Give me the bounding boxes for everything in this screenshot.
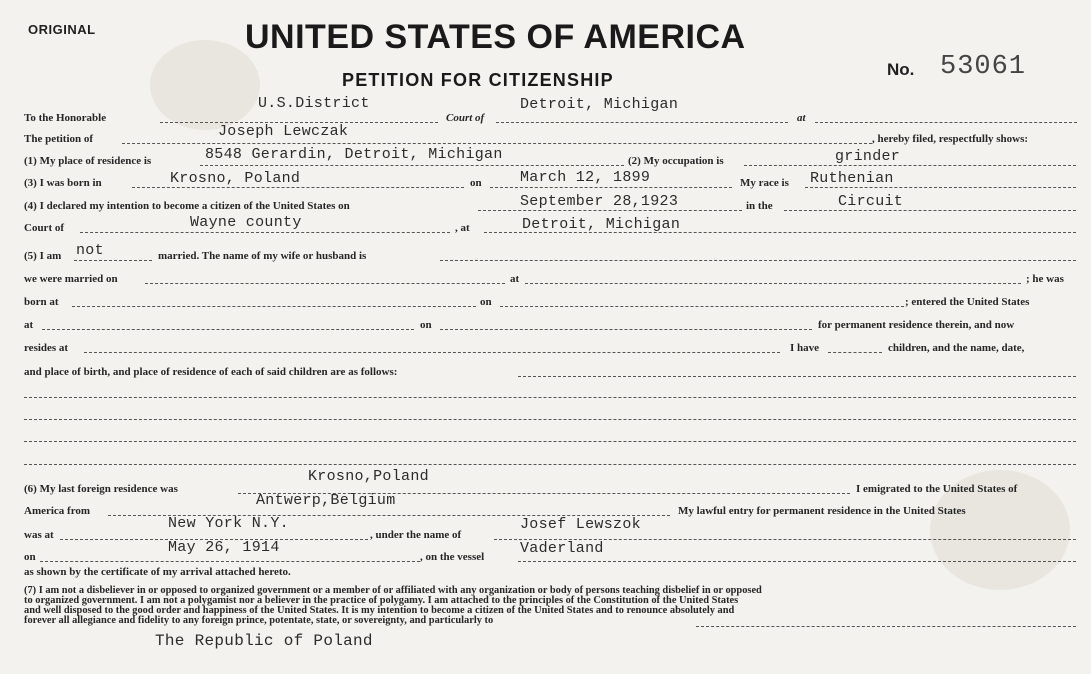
label-at-3: at [510,273,520,285]
blank-line [122,143,872,144]
label-on-vessel: , on the vessel [420,551,485,563]
label-court-of-2: Court of [24,222,65,234]
blank-line [805,187,1076,188]
field-court: U.S.District [258,95,370,112]
blank-line [440,329,812,330]
blank-line [24,397,1076,398]
field-declaration-court: Circuit [838,193,904,210]
blank-line [80,232,450,233]
field-allegiance-to: The Republic of Poland [155,632,373,650]
field-marital-status: not [76,242,104,259]
label-married: married. The name of my wife or husband is [158,250,367,262]
label-lawful-entry: My lawful entry for permanent residence in the United States [678,505,966,517]
label-resides-at: resides at [24,342,69,354]
field-declaration-date: September 28,1923 [520,193,679,210]
petition-number-label: No. [887,60,915,79]
field-last-foreign-residence: Krosno,Poland [308,468,429,485]
blank-line [518,561,1076,562]
blank-line [74,260,152,261]
blank-line [500,306,904,307]
label-permanent: for permanent residence therein, and now [818,319,1015,331]
blank-line [784,210,1076,211]
label-born-at: born at [24,296,59,308]
label-in-the: in the [746,200,773,212]
blank-line [828,352,882,353]
paragraph-7-line-3: and well disposed to the good order and happiness of the United States. It is my intention to become a citizen of the United States and to renounce absolutely and [24,605,735,616]
field-entry-port: New York N.Y. [168,515,289,532]
paragraph-7-line-2: to organized government. I am not a polygamist nor a believer in the practice of polygamy. I am attached to the principles of the Constitution of the United States [24,595,739,606]
label-children-place: and place of birth, and place of residence of each of said children are as follows: [24,366,398,378]
field-court-location: Detroit, Michigan [520,96,679,113]
field-occupation: grinder [835,148,901,165]
paragraph-7-line-1: (7) I am not a disbeliever in or opposed to organized government or a member of or affiliated with any organization or body of persons teaching disbelief in or opposed [24,585,762,596]
blank-line [132,187,464,188]
field-entry-name: Josef Lewszok [520,516,641,533]
blank-line [744,165,1076,166]
blank-line [478,210,742,211]
label-certificate: as shown by the certificate of my arrival attached hereto. [24,566,291,578]
label-at-2: , at [455,222,470,234]
original-label: ORIGINAL [28,22,96,37]
blank-line [525,283,1021,284]
field-birthplace: Krosno, Poland [170,170,301,187]
label-declared: (4) I declared my intention to become a citizen of the United States on [24,200,350,212]
blank-line [42,329,414,330]
label-children: children, and the name, date, [888,342,1025,354]
label-emigrated: I emigrated to the United States of [856,483,1018,495]
blank-line [518,376,1076,377]
label-petition-of: The petition of [24,133,94,145]
field-birth-date: March 12, 1899 [520,169,651,186]
blank-line [24,464,1076,465]
blank-line [496,122,788,123]
document-subtitle: PETITION FOR CITIZENSHIP [342,70,614,90]
paragraph-7-line-4: forever all allegiance and fidelity to any foreign prince, potentate, state, or sovereignty, and particularly to [24,615,494,626]
label-to-honorable: To the Honorable [24,112,107,124]
blank-line [200,165,624,166]
label-last-foreign: (6) My last foreign residence was [24,483,178,495]
document-title: UNITED STATES OF AMERICA [245,18,746,56]
field-declaration-county: Wayne county [190,214,302,231]
blank-line [40,561,420,562]
label-i-am: (5) I am [24,250,62,262]
blank-line [24,441,1076,442]
label-america-from: America from [24,505,91,517]
label-at: at [797,112,806,124]
blank-line [84,352,780,353]
blank-line [440,260,1076,261]
field-race: Ruthenian [810,170,894,187]
blank-line [815,122,1077,123]
blank-line [145,283,505,284]
petition-number: 53061 [940,52,1027,82]
label-on-3: on [420,319,432,331]
label-court-of: Court of [446,112,485,124]
blank-line [24,419,1076,420]
field-vessel: Vaderland [520,540,604,557]
field-entry-date: May 26, 1914 [168,539,280,556]
label-at-4: at [24,319,34,331]
label-on-2: on [480,296,492,308]
label-born-in: (3) I was born in [24,177,102,189]
label-race: My race is [740,177,789,189]
label-residence: (1) My place of residence is [24,155,152,167]
label-on: on [470,177,482,189]
label-entered: ; entered the United States [905,296,1030,308]
paper-stain [150,40,260,130]
label-under-name: , under the name of [370,529,462,541]
label-occupation: (2) My occupation is [628,155,724,167]
field-declaration-location: Detroit, Michigan [522,216,681,233]
field-residence: 8548 Gerardin, Detroit, Michigan [205,146,503,163]
blank-line [696,626,1076,627]
label-he-was: ; he was [1026,273,1064,285]
label-i-have: I have [790,342,820,354]
label-was-at: was at [24,529,54,541]
field-petitioner-name: Joseph Lewczak [218,123,349,140]
blank-line [72,306,476,307]
blank-line [490,187,732,188]
field-emigrated-from: Antwerp,Belgium [256,492,396,509]
label-hereby-filed: , hereby filed, respectfully shows: [872,133,1029,145]
label-on-4: on [24,551,36,563]
label-we-married-on: we were married on [24,273,118,285]
